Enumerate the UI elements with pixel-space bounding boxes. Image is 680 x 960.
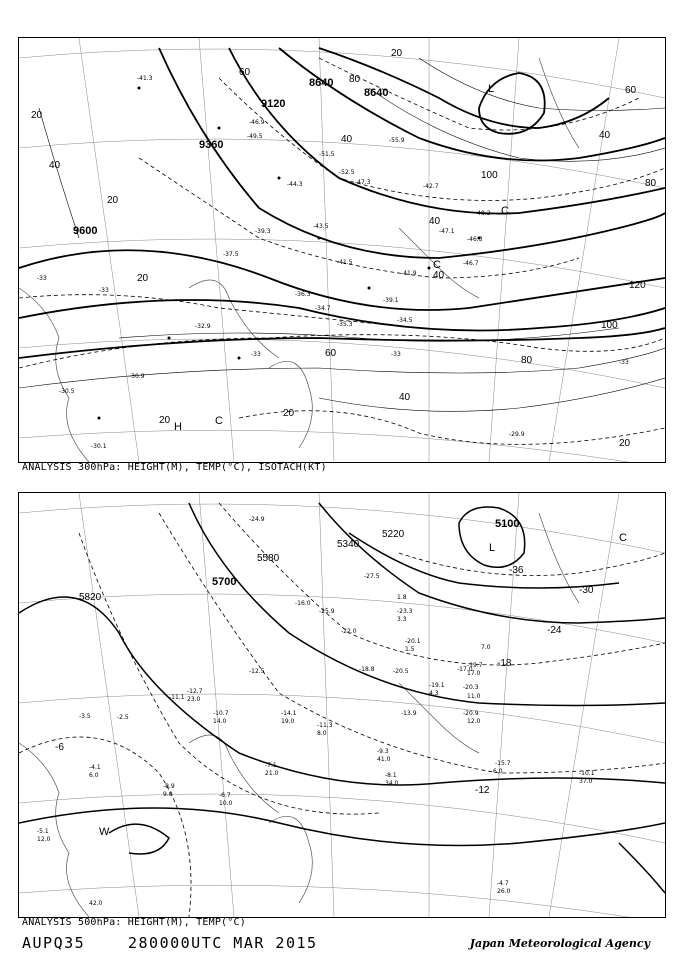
station-temp: -5.1	[37, 828, 49, 835]
station-dewpoint: 21.0	[265, 770, 279, 777]
station-dewpoint: 7.0	[481, 644, 491, 651]
meridian-line	[199, 38, 234, 462]
station-temp: -23.3	[397, 608, 413, 615]
parallel-line	[19, 430, 665, 462]
upper-map-canvas	[19, 38, 665, 462]
station-temp: -3.5	[79, 713, 91, 720]
height-contour	[459, 507, 525, 567]
station-temp: -33	[37, 275, 47, 282]
station-temp: -34.7	[315, 305, 331, 312]
station-temp: -47.1	[439, 228, 455, 235]
height-label: 5580	[257, 553, 280, 564]
station-temp: -30.1	[91, 443, 107, 450]
parallel-line	[19, 694, 665, 743]
station-dewpoint: 1.8	[397, 594, 407, 601]
isotach-label: 20	[137, 273, 149, 284]
isotherm-line	[239, 411, 665, 445]
station-temp: -15.7	[495, 760, 511, 767]
station-temp: -10.7	[213, 710, 229, 717]
warm-center-symbol: W	[99, 826, 110, 838]
station-temp: -16.0	[295, 600, 311, 607]
isotach-label: 40	[429, 216, 441, 227]
station-temp: -33	[251, 351, 261, 358]
isotach-label: 80	[645, 178, 657, 189]
station-temp: -25.9	[319, 608, 335, 615]
station-temp: -37.5	[223, 251, 239, 258]
station-temp: -12.5	[249, 668, 265, 675]
lower-map-canvas	[19, 493, 665, 917]
parallel-line	[19, 139, 665, 188]
station-temp: -11.3	[317, 722, 333, 729]
height-contour	[349, 533, 619, 588]
isotach-label: 60	[325, 348, 337, 359]
station-dewpoint: 1.5	[405, 646, 415, 653]
height-label: 9360	[199, 139, 224, 151]
station-temp: -30.5	[59, 388, 75, 395]
station-dewpoint: 10.0	[219, 800, 233, 807]
station-temp: -44.3	[287, 181, 303, 188]
station-temp: -20.5	[393, 668, 409, 675]
isotach-label: 40	[49, 160, 61, 171]
height-label: 8640	[309, 77, 334, 89]
isotherm-line	[219, 503, 665, 665]
station-temp: -30.9	[129, 373, 145, 380]
station-dewpoint: 11.0	[467, 693, 481, 700]
isotach-line	[19, 348, 665, 388]
height-contour	[159, 48, 665, 258]
isotach-label: 80	[349, 74, 361, 85]
station-temp: -17.0	[457, 666, 473, 673]
station-dewpoint: 12.0	[37, 836, 51, 843]
station-temp: -55.9	[389, 137, 405, 144]
temp-label: -36	[509, 565, 524, 576]
station-temp: -7.1	[265, 762, 277, 769]
station-dot	[428, 267, 431, 270]
station-dewpoint: 8.0	[317, 730, 327, 737]
isotach-line	[39, 108, 79, 238]
station-dewpoint: 41.0	[377, 756, 391, 763]
station-temp: -34.5	[397, 317, 413, 324]
chart-id: AUPQ35	[22, 934, 86, 952]
height-label: 5820	[79, 592, 102, 603]
station-temp: -41.3	[137, 75, 153, 82]
height-contour	[619, 843, 665, 893]
low-pressure-symbol: L	[488, 83, 495, 95]
coastline-korea	[189, 280, 279, 358]
upper-coastline	[19, 58, 579, 462]
isotach-label: 40	[341, 134, 353, 145]
station-dewpoint: 23.0	[187, 696, 201, 703]
station-dot	[238, 357, 241, 360]
cold-center-symbol: C	[215, 415, 223, 427]
parallel-line	[19, 594, 665, 643]
isotach-label: 40	[599, 130, 611, 141]
isotach-label: 100	[601, 320, 618, 331]
isotach-label: 20	[107, 195, 119, 206]
parallel-line	[19, 885, 665, 917]
isotach-label: 100	[481, 170, 498, 181]
station-dot	[138, 87, 141, 90]
isotherm-line	[139, 158, 579, 278]
station-dot	[168, 337, 171, 340]
station-temp: -49.5	[247, 133, 263, 140]
high-pressure-symbol: H	[174, 421, 182, 433]
station-temp: -41.9	[401, 270, 417, 277]
station-temp: -29.9	[509, 431, 525, 438]
station-dewpoint: 34.0	[385, 780, 399, 787]
station-temp: -32.9	[195, 323, 211, 330]
station-temp: -39.3	[255, 228, 271, 235]
station-temp: -27.5	[364, 573, 380, 580]
station-temp: -51.5	[319, 151, 335, 158]
station-temp: -6.7	[219, 792, 231, 799]
low-pressure-symbol: L	[489, 542, 496, 554]
isotach-label: 20	[619, 438, 631, 449]
upper-stations	[98, 87, 481, 420]
station-dewpoint: 14.0	[213, 718, 227, 725]
cold-center-symbol: C	[501, 205, 509, 217]
height-contour	[319, 503, 665, 623]
temp-label: -6	[55, 742, 64, 753]
isotherm-line	[399, 553, 665, 576]
station-temp: -39.1	[383, 297, 399, 304]
height-contour	[19, 597, 665, 785]
coastline-asia	[19, 288, 89, 462]
isotach-label: 20	[283, 408, 295, 419]
station-temp: -47.3	[355, 179, 371, 186]
station-temp: -33	[99, 287, 109, 294]
station-dewpoint: 42.0	[89, 900, 103, 907]
station-dewpoint: 26.0	[497, 888, 511, 895]
isotherm-line	[19, 335, 665, 368]
station-dewpoint: 3.3	[397, 616, 407, 623]
meridian-line	[319, 493, 334, 917]
coastline-kamchatka	[539, 513, 579, 603]
station-temp: -48.2	[475, 210, 491, 217]
station-dot	[278, 177, 281, 180]
station-dot	[218, 127, 221, 130]
coastline-asia	[19, 743, 89, 917]
station-temp: -33	[619, 359, 629, 366]
station-temp: -24.9	[249, 516, 265, 523]
isotach-label: 120	[629, 280, 646, 291]
upper-map-caption: ANALYSIS 300hPa: HEIGHT(M), TEMP(°C), ISOTACH(KT)	[22, 462, 327, 473]
station-temp: -12.7	[187, 688, 203, 695]
isotach-label: 60	[625, 85, 637, 96]
station-temp: -43.5	[313, 223, 329, 230]
lower-map-panel	[18, 492, 666, 918]
valid-time: 280000UTC MAR 2015	[128, 934, 318, 952]
upper-isotachs	[19, 58, 665, 411]
station-temp: -4.1	[89, 764, 101, 771]
station-temp: -19.1	[429, 682, 445, 689]
upper-map-panel	[18, 37, 666, 463]
station-temp: -2.5	[117, 714, 129, 721]
isotach-label: 60	[239, 67, 251, 78]
temp-label: -30	[579, 585, 594, 596]
station-temp: -36.3	[295, 291, 311, 298]
station-temp: -14.1	[281, 710, 297, 717]
station-temp: -46.7	[463, 260, 479, 267]
station-temp: -9.3	[377, 748, 389, 755]
station-dewpoint: 9.0	[163, 791, 173, 798]
height-contour	[189, 503, 665, 706]
meridian-line	[199, 493, 237, 917]
isotach-label: 20	[391, 48, 403, 59]
station-dewpoint: 6.0	[493, 768, 503, 775]
station-dewpoint: 4.3	[429, 690, 439, 697]
station-temp: -8.1	[385, 772, 397, 779]
station-temp: -52.5	[339, 169, 355, 176]
station-temp: -10.1	[579, 770, 595, 777]
lower-map-caption: ANALYSIS 500hPa: HEIGHT(M), TEMP(°C)	[22, 917, 246, 928]
station-dewpoint: 17.0	[467, 670, 481, 677]
station-dewpoint: 6.0	[89, 772, 99, 779]
temp-label: -18	[497, 658, 512, 669]
isotach-label: 20	[159, 415, 171, 426]
station-temp: -11.1	[169, 694, 185, 701]
cold-center-symbol: C	[619, 532, 627, 544]
station-temp: -41.5	[337, 259, 353, 266]
station-temp: -8.9	[163, 783, 175, 790]
station-temp: -33	[391, 351, 401, 358]
station-temp: -20.9	[463, 710, 479, 717]
height-label: 5700	[212, 576, 237, 588]
station-temp: -4.7	[497, 880, 509, 887]
height-label: 5220	[382, 529, 405, 540]
station-dot	[98, 417, 101, 420]
station-temp: -42.7	[423, 183, 439, 190]
station-dewpoint: 37.0	[579, 778, 593, 785]
temp-label: -24	[547, 625, 562, 636]
station-dot	[368, 287, 371, 290]
station-dewpoint: 12.0	[467, 718, 481, 725]
station-temp: -19.7	[467, 662, 483, 669]
height-label: 9120	[261, 98, 286, 110]
meridian-line	[549, 38, 619, 462]
isotach-line	[319, 378, 665, 411]
station-temp: -46.3	[467, 236, 483, 243]
coastline-japan	[269, 361, 312, 448]
height-label: 5100	[495, 518, 520, 530]
height-label: 5340	[337, 539, 360, 550]
station-dot	[318, 237, 321, 240]
lower-isotherms	[19, 503, 665, 917]
station-temp: -35.3	[337, 321, 353, 328]
upper-station-temps	[37, 75, 629, 450]
station-temp: -18.8	[359, 666, 375, 673]
isotach-label: 80	[521, 355, 533, 366]
station-temp: -46.9	[249, 119, 265, 126]
temp-label: -12	[475, 785, 490, 796]
station-temp: -20.3	[463, 684, 479, 691]
isotach-label: 40	[399, 392, 411, 403]
height-label: 8640	[364, 87, 389, 99]
height-label: 9600	[73, 225, 98, 237]
station-temp: -20.1	[405, 638, 421, 645]
isotach-label: 20	[31, 110, 43, 121]
cold-center-symbol: C	[433, 259, 441, 271]
station-temp: -13.9	[401, 710, 417, 717]
height-contour	[109, 824, 169, 854]
station-temp: -22.0	[341, 628, 357, 635]
station-dewpoint: 19.0	[281, 718, 295, 725]
agency-name: Japan Meteorological Agency	[469, 937, 650, 950]
isotach-label: 40	[433, 270, 445, 281]
height-contour	[319, 48, 609, 128]
